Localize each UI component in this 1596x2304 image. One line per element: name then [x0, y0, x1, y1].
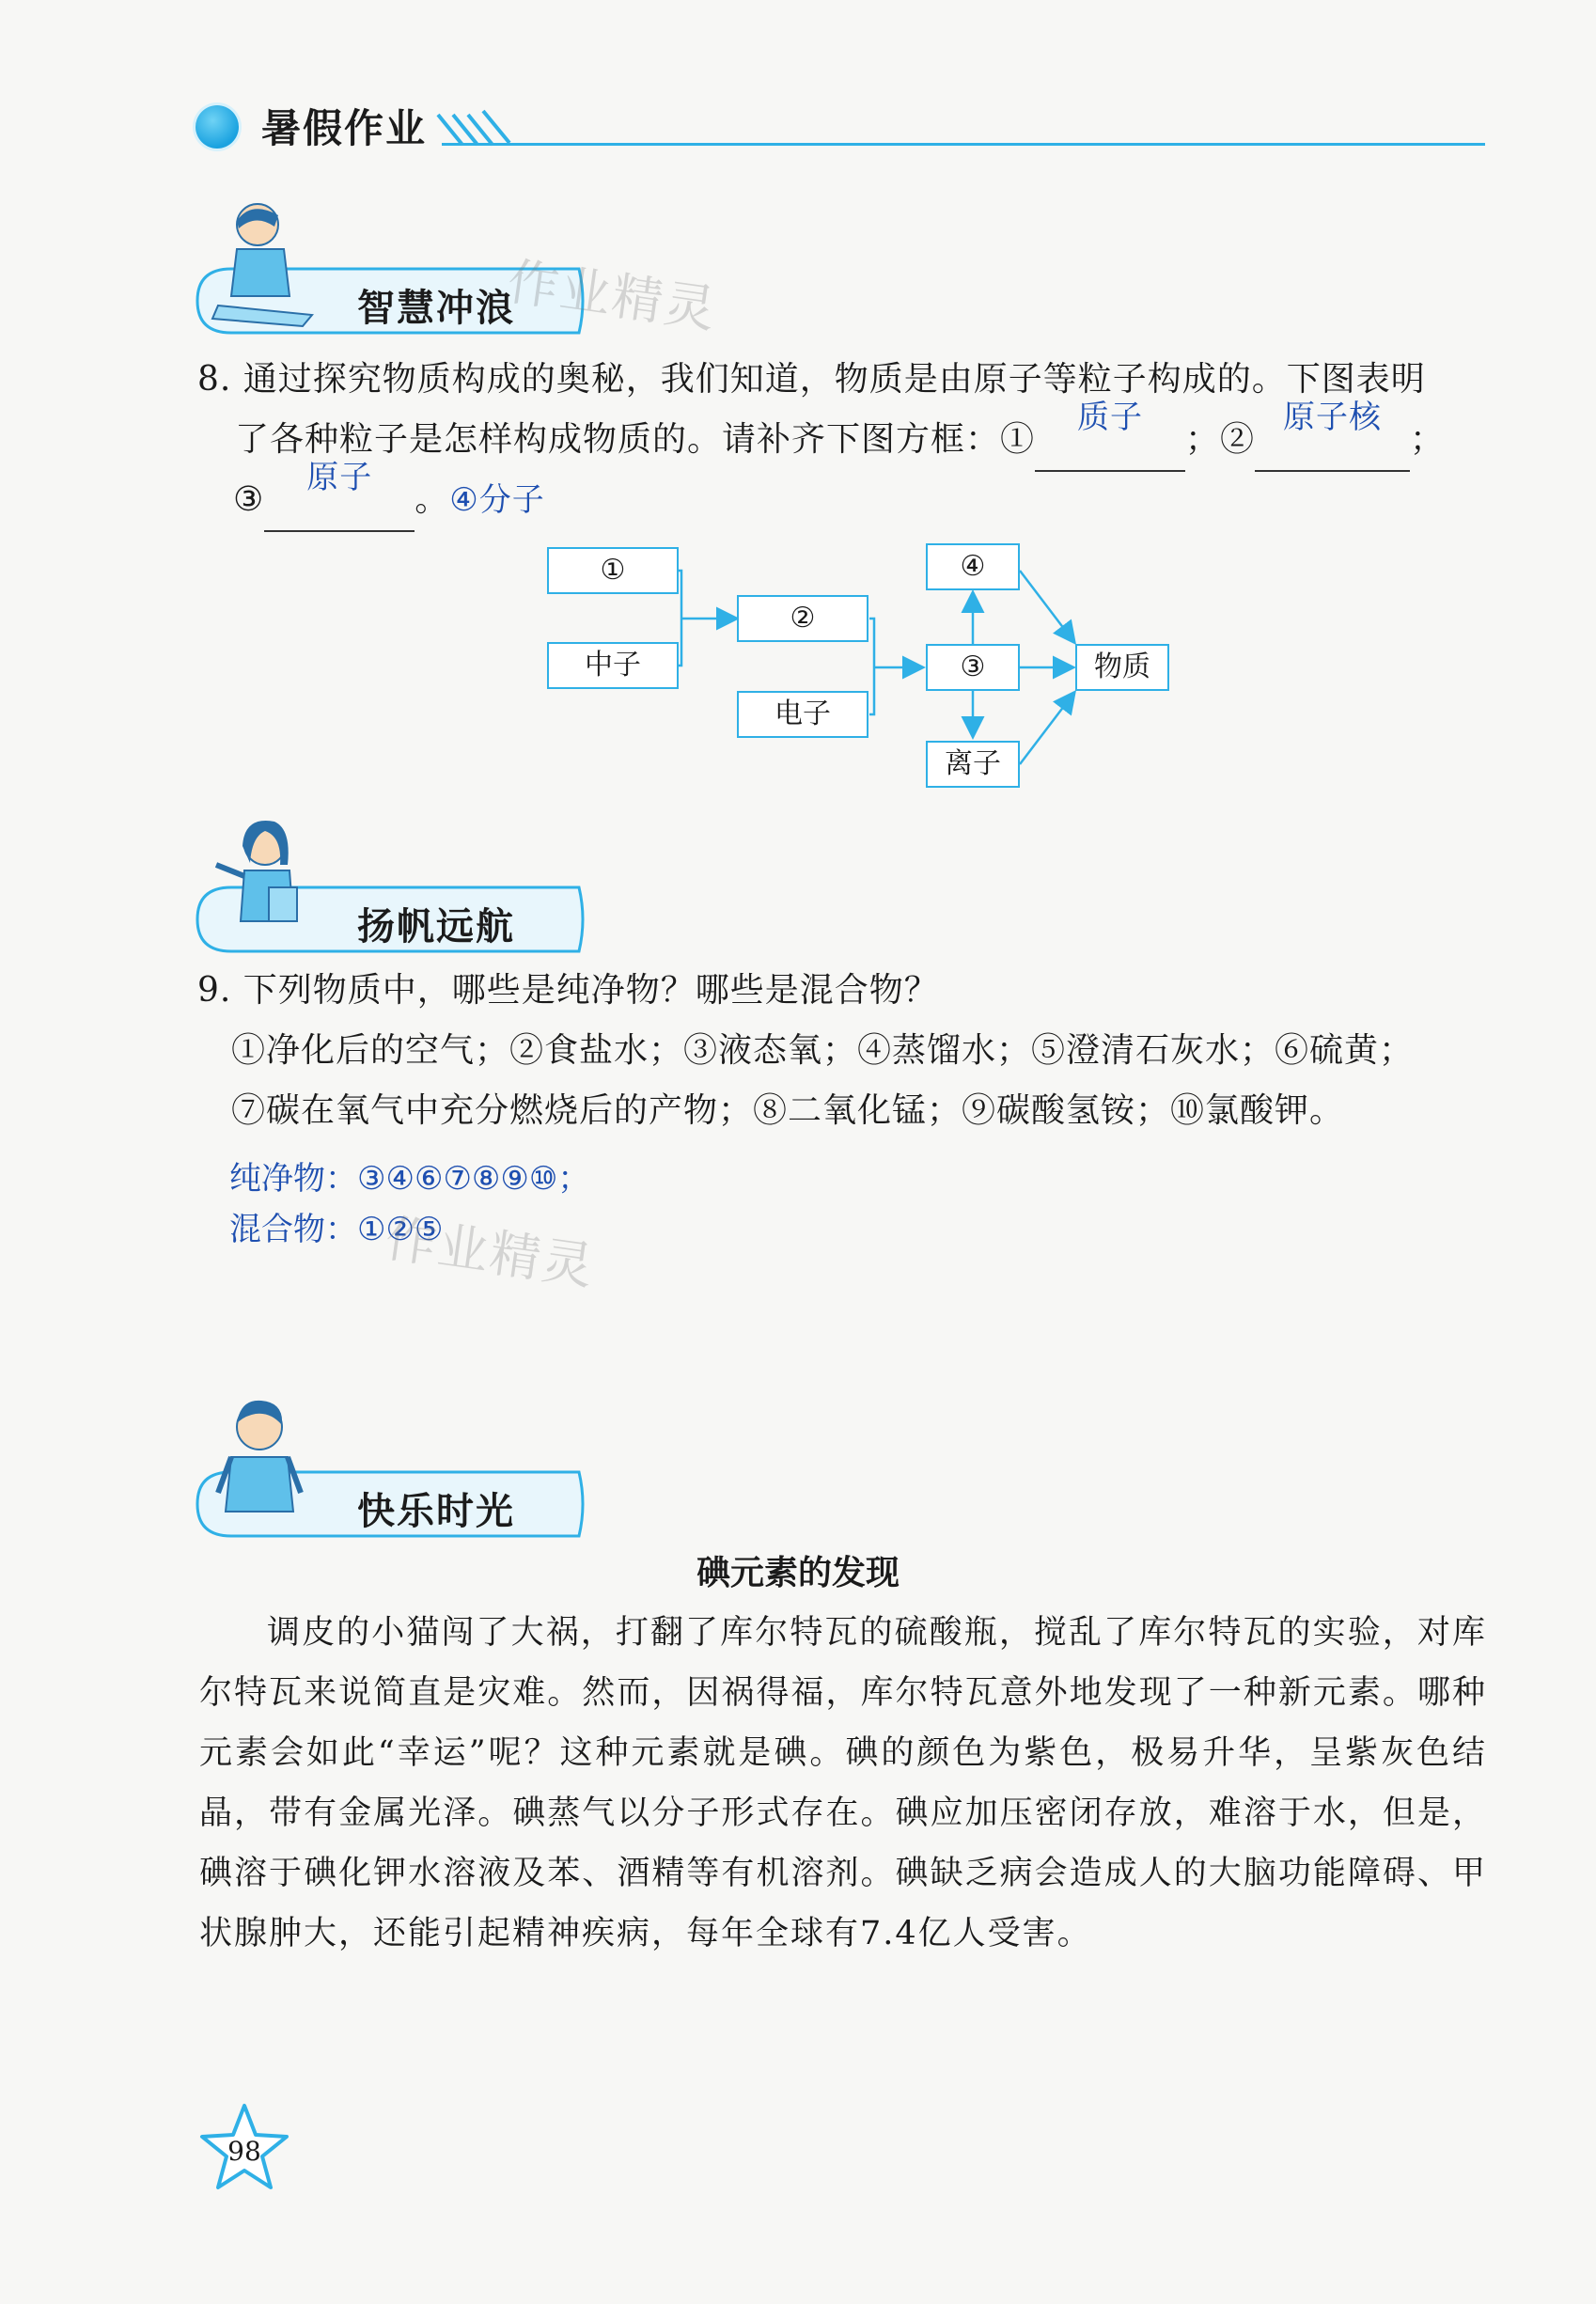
q8-extra-answer: ④分子 — [449, 481, 545, 519]
surfing-kid-icon — [199, 193, 321, 334]
q8-blank-1 — [1035, 399, 1185, 472]
header-title: 暑假作业 — [261, 105, 428, 151]
q8-sep-1: ；② — [1185, 420, 1256, 459]
q9-line2: ①净化后的空气；②食盐水；③液态氧；④蒸馏水；⑤澄清石灰水；⑥硫黄； — [231, 1031, 1415, 1070]
q8-line2 — [235, 399, 1446, 472]
diagram-box-ion: 离子 — [926, 741, 1020, 788]
q8-answer-2: 原子核 — [1283, 399, 1383, 436]
boy-with-backpack-icon — [199, 1389, 321, 1530]
section-title-3: 快乐时光 — [357, 1490, 515, 1533]
q8-line2-prefix: 了各种粒子是怎样构成物质的。请补齐下图方框：① — [235, 420, 1036, 459]
girl-with-book-icon — [199, 808, 321, 949]
watermark-2: 作业精灵 — [382, 1208, 599, 1297]
article-body: 调皮的小猫闯了大祸，打翻了库尔特瓦的硫酸瓶，搅乱了库尔特瓦的实验，对库尔特瓦来说简直是灾难。然而，因祸得福，库尔特瓦意外地发现了一种新元素。哪种元素会如此“幸运”呢？这种元素就是碘。碘的颜色为紫色，极易升华，呈紫灰色结晶，带有金属光泽。碘蒸气以分子形式存在。碘应加压密闭存放，难溶于水，但是，碘溶于碘化钾水溶液及苯、酒精等有机溶剂。碘缺乏病会造成人的大脑功能障碍、甲状腺肿大，还能引起精神疾病，每年全球有7.4亿人受害。 — [199, 1614, 1487, 1952]
q8-line3-suffix: 。 — [415, 480, 450, 519]
diagram-box-3: ③ — [926, 644, 1020, 691]
page-number: 98 — [227, 2136, 261, 2167]
q8-blank-3 — [264, 459, 415, 532]
q9-line1: 9. 下列物质中，哪些是纯净物？哪些是混合物？ — [197, 971, 939, 1010]
q9-pure-answer: 纯净物：③④⑥⑦⑧⑨⑩； — [229, 1160, 590, 1198]
q9-mixture-answer: 混合物：①②⑤ — [229, 1211, 444, 1248]
q8-line3 — [233, 459, 545, 532]
q8-line3-prefix: ③ — [233, 480, 265, 519]
diagram-box-neutron: 中子 — [547, 642, 679, 689]
diagram-box-electron: 电子 — [737, 691, 868, 738]
q8-sep-2: ； — [1410, 420, 1446, 459]
article-title: 碘元素的发现 — [696, 1554, 900, 1592]
q9-line3: ⑦碳在氧气中充分燃烧后的产物；⑧二氧化锰；⑨碳酸氢铵；⑩氯酸钾。 — [231, 1091, 1345, 1130]
diagram-box-1: ① — [547, 547, 679, 594]
section-title-1: 智慧冲浪 — [357, 287, 515, 330]
section-title-2: 扬帆远航 — [357, 905, 515, 948]
diagram-box-matter: 物质 — [1075, 644, 1169, 691]
diagram-box-2: ② — [737, 595, 868, 642]
header-circle-icon — [196, 105, 239, 149]
q8-line1: 8. 通过探究物质构成的奥秘，我们知道，物质是由原子等粒子构成的。下图表明 — [197, 360, 1426, 399]
q8-answer-3: 原子 — [306, 459, 373, 496]
q8-blank-2 — [1255, 399, 1410, 472]
q8-answer-1: 质子 — [1077, 399, 1144, 436]
header-rule — [442, 143, 1485, 146]
watermark-1: 作业精灵 — [504, 251, 721, 340]
diagram-box-4: ④ — [926, 543, 1020, 590]
